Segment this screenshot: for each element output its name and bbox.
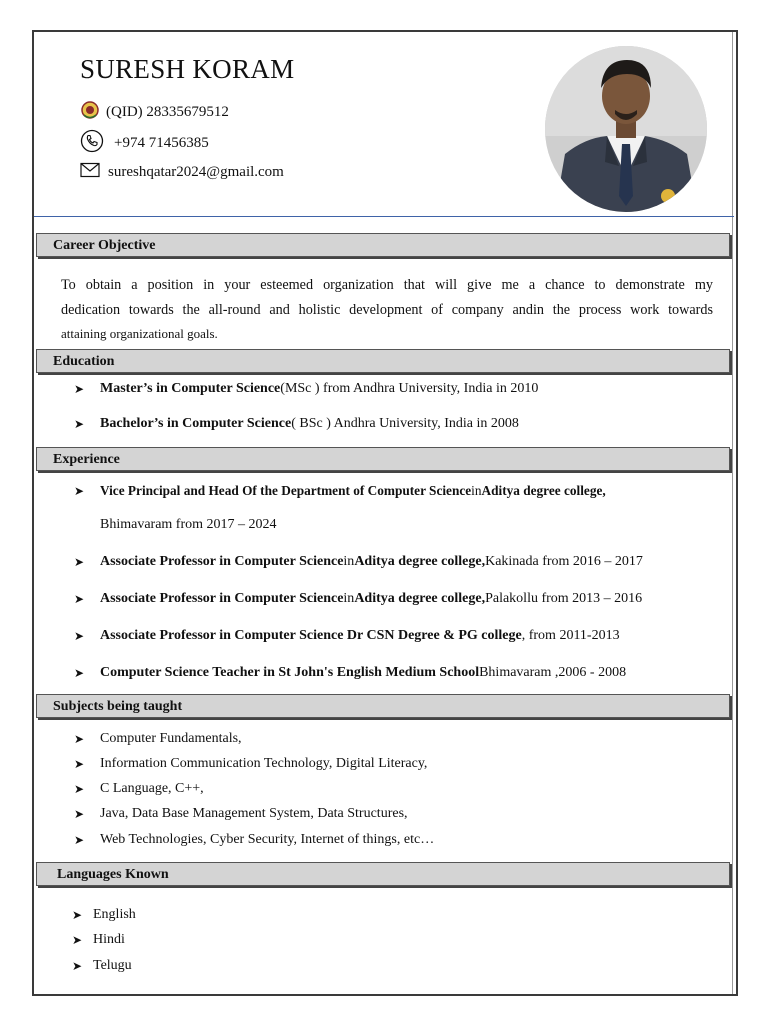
subject-text: Computer Fundamentals, xyxy=(100,731,242,746)
arrowhead-bullet-icon: ➤ xyxy=(74,483,85,498)
experience-item xyxy=(74,665,626,681)
subject-text: Web Technologies, Cyber Security, Internet of things, etc… xyxy=(100,832,435,847)
subject-item xyxy=(74,781,204,797)
arrowhead-bullet-icon: ➤ xyxy=(74,591,85,606)
education-item xyxy=(74,416,519,432)
language-item xyxy=(72,932,125,948)
experience-item xyxy=(74,591,642,607)
objective-line-3: attaining organizational goals. xyxy=(61,326,218,341)
qid-row xyxy=(80,100,229,125)
arrowhead-bullet-icon: ➤ xyxy=(74,731,85,746)
language-item xyxy=(72,907,136,923)
language-text: Hindi xyxy=(93,932,125,947)
experience-employer: Aditya degree college, xyxy=(354,554,486,569)
arrowhead-bullet-icon: ➤ xyxy=(74,416,85,431)
education-degree: Bachelor’s in Computer Science xyxy=(100,416,292,431)
phone-row xyxy=(80,129,209,158)
objective-line-1: To obtain a position in your esteemed organization that will give me a chance to demonstrate my xyxy=(61,277,713,293)
envelope-icon xyxy=(80,162,100,183)
experience-role: Vice Principal and Head Of the Department of Computer Science xyxy=(100,483,472,498)
arrowhead-bullet-icon: ➤ xyxy=(72,907,83,922)
subject-item xyxy=(74,731,242,747)
experience-item xyxy=(74,554,643,570)
education-detail: ( BSc ) Andhra University, India in 2008 xyxy=(291,416,519,431)
arrowhead-bullet-icon: ➤ xyxy=(72,932,83,947)
language-text: Telugu xyxy=(93,958,132,973)
arrowhead-bullet-icon: ➤ xyxy=(74,756,85,771)
experience-detail: Bhimavaram ,2006 - 2008 xyxy=(479,665,627,680)
profile-photo xyxy=(545,46,707,212)
arrowhead-bullet-icon: ➤ xyxy=(74,806,85,821)
language-text: English xyxy=(93,907,136,922)
email-row xyxy=(80,162,284,183)
experience-detail: Kakinada from 2016 – 2017 xyxy=(485,554,643,569)
language-item xyxy=(72,958,132,974)
section-languages: Languages Known xyxy=(36,862,730,886)
experience-employer: Aditya degree college, xyxy=(481,483,606,498)
subject-item xyxy=(74,756,427,772)
experience-item-continuation: Bhimavaram from 2017 – 2024 xyxy=(100,517,277,532)
experience-detail: , from 2011-2013 xyxy=(521,628,620,643)
experience-connector: in xyxy=(471,483,482,498)
phone-icon xyxy=(80,129,104,158)
arrowhead-bullet-icon: ➤ xyxy=(74,781,85,796)
subject-item xyxy=(74,806,408,822)
experience-employer: Aditya degree college, xyxy=(354,591,486,606)
email-text[interactable]: sureshqatar2024@gmail.com xyxy=(108,164,284,180)
experience-item xyxy=(74,483,606,499)
education-detail: (MSc ) from Andhra University, India in 2010 xyxy=(280,381,539,396)
section-education: Education xyxy=(36,349,730,373)
phone-text: +974 71456385 xyxy=(114,135,209,151)
emblem-icon xyxy=(80,100,100,125)
section-subjects: Subjects being taught xyxy=(36,694,730,718)
arrowhead-bullet-icon: ➤ xyxy=(72,958,83,973)
subject-text: Java, Data Base Management System, Data Structures, xyxy=(100,806,408,821)
candidate-name: SURESH KORAM xyxy=(80,54,295,84)
subject-text: Information Communication Technology, Digital Literacy, xyxy=(100,756,428,771)
education-degree: Master’s in Computer Science xyxy=(100,381,281,396)
section-experience: Experience xyxy=(36,447,730,471)
experience-connector: in xyxy=(343,554,355,569)
arrowhead-bullet-icon: ➤ xyxy=(74,554,85,569)
experience-detail: Palakollu from 2013 – 2016 xyxy=(485,591,643,606)
experience-connector: in xyxy=(343,591,355,606)
experience-role: Computer Science Teacher in St John's English Medium School xyxy=(100,665,480,680)
career-objective-text xyxy=(61,273,713,347)
objective-line-2: dedication towards the all-round and holistic development of company andin the process work towards xyxy=(61,301,713,318)
qid-text: (QID) 28335679512 xyxy=(106,104,229,120)
experience-role: Associate Professor in Computer Science Dr CSN Degree & PG college xyxy=(100,628,522,643)
arrowhead-bullet-icon: ➤ xyxy=(74,665,85,680)
arrowhead-bullet-icon: ➤ xyxy=(74,381,85,396)
subject-text: C Language, C++, xyxy=(100,781,204,796)
arrowhead-bullet-icon: ➤ xyxy=(74,832,85,847)
education-item xyxy=(74,381,538,397)
subject-item xyxy=(74,832,434,848)
header-divider xyxy=(34,216,734,217)
experience-role: Associate Professor in Computer Science xyxy=(100,591,344,606)
experience-item xyxy=(74,628,620,644)
section-career-objective: Career Objective xyxy=(36,233,730,257)
arrowhead-bullet-icon: ➤ xyxy=(74,628,85,643)
experience-role: Associate Professor in Computer Science xyxy=(100,554,344,569)
